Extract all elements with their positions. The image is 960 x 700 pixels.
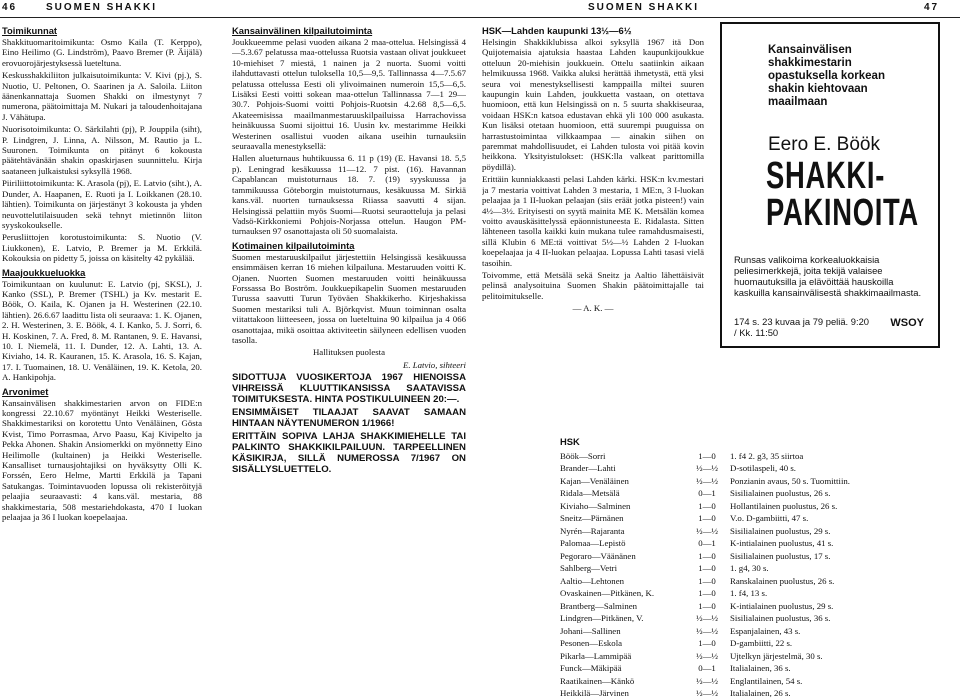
section-heading: Maajoukkueluokka <box>2 266 86 278</box>
header-rule-right <box>480 17 960 18</box>
game-notes: Ujtelkyn järjestelmä, 30 s. <box>730 650 823 661</box>
paragraph: Perusliittojen korotustoimikunta: S. Nuotio (V. Liukkonen), E. Latvio, P. Bremer ja M. Erkkilä. Kokouksia on pidetty 5, joissa on käsitelty 42 pykälää. <box>2 232 202 264</box>
game-pairing: Funck—Mäkipää <box>560 663 622 673</box>
game-result: 1—0 <box>698 450 716 461</box>
game-notes: Englantilainen, 54 s. <box>730 675 803 686</box>
game-notes: Sisilialainen puolustus, 36 s. <box>730 613 831 623</box>
game-pairing: Brantberg—Salminen <box>560 600 638 611</box>
paragraph: Piiriliittotoimikunta: K. Arasola (pj), E. Latvio (siht.), A. Dunder, A. Haapanen, E. Ruoti ja I. Loikkanen (28.10. lähtien). Toimikunta on järjestänyt 3 kokousta ja yhden neuvottelutilaisuuden sekä tehnyt mietinnön liiton syyskokoukselle. <box>2 178 202 230</box>
section-heading: Arvonimet <box>2 385 49 397</box>
table-row <box>560 475 930 488</box>
paragraph: Suomen mestaruuskilpailut järjestettiin Helsingissä kesäkuussa ensimmäisen kerran 16 miehen kilpailuna. Mestaruuden voitti K. Ojanen. Nuorten Suomen mestaruuden voitti heinäkuussa Forssassa Bo Boström. Joukkuepikapelin Suomen mestaruuden Turussa saavutti Turun Työväen Shakkikerho. Kirjeshakissa Suomen mestariksi tuli A. Björkqvist. Muun toiminnan osalta viitattakoon liitteeseen, jossa on lueteltuina 90 kilpailua ja 4 066 osanottajaa, mikä osoittaa aktiviteetin säilyneen edellisen vuoden tasolla. <box>232 251 466 345</box>
ad-description: Runsas valikoima korkealuokkaisia peliesimerkkejä, joita tekijä valaisee huomautuksilla ja elävöittää hauskoilla kaskuilla kansainvälisestä shakkimaailmasta. <box>734 254 922 298</box>
game-result: 0—1 <box>698 663 716 673</box>
game-result: ½—½ <box>696 650 718 661</box>
game-result: 1—0 <box>698 563 716 573</box>
game-result: 1—0 <box>698 600 716 611</box>
table-row <box>560 612 930 625</box>
paragraph: Toimikuntaan on kuulunut: E. Latvio (pj, SKSL), J. Kanko (SSL), P. Bremer (TSHL) ja Kv. mestarit E. Böök, O. Kaila, K. Ojanen ja H. Westerinen (22.10. lähtien). 26.6.67 laadittu lista oli seuraava: 1. K. Ojanen, 2. H. Westerinen, 3. E. Böök, 4. I. Kanko, 5. J. Sorri, 6. H. Koskinen, 7. A. Fred, 8. M. Rantanen, 9. E. Havansi, 10. I. Niemelä, 11. I. Dunder, 12. A. Lahti, 13. A. Kiviaho, 14. R. Kauranen, 15. K. Arasola, 16. S. Kajan, 17. I. Tuomainen, 18. U. Venäläinen, 19. K. Ketola, 20. A. Hankipohja. <box>2 278 202 383</box>
signature: E. Latvio, sihteeri <box>402 359 466 370</box>
table-row <box>560 600 930 613</box>
table-row <box>560 525 930 538</box>
game-pairing: Nyrén—Rajaranta <box>560 525 625 536</box>
table-row <box>560 537 930 550</box>
game-notes: Italialainen, 26 s. <box>730 688 791 698</box>
game-notes: 1. f4, 13 s. <box>730 588 768 598</box>
game-pairing: Pesonen—Eskola <box>560 638 623 648</box>
paragraph: Toivomme, että Metsälä sekä Sneitz ja Aaltio lähettäisivät pelinsä analysoituina Suomen Shakin päätoimittajalle tai pelitoimitukselle. <box>482 269 704 301</box>
table-row <box>560 512 930 525</box>
game-pairing: Raatikainen—Känkö <box>560 675 635 686</box>
paragraph: Hallen alueturnaus huhtikuussa 6. 11 p (19) (E. Havansi 18. 5,5 p). Leningrad kesäkuussa 11—12. 7 pist. (16). Havannan Capablancan muistoturnaus 18. 7. (19) syyskuussa ja tammikuussa Göteborgin muistoturnaus, kesäkuussa M. Sirkiä kans.väl. nuorten turnauksessa Riiassa saavutti 4 sijan. Helsingissä pelattiin myös Suomi—Ruotsi seuraotteluja ja pelasi Vadsö-Kirkkoniemi Pohjois-Norjassa ottelun. Haugon PM-turnauksen 97 osanottajasta oli 50 suomalaista. <box>232 153 466 237</box>
paragraph: Keskusshakkiliiton julkaisutoimikunta: V. Kivi (pj.), S. Nuotio, U. Peltonen, O. Saarinen ja A. Saloila. Liiton äänenkannattaja Suomen Shakki on ilmestynyt 7 numerona, päätoimittaja M. Nukari ja taloudenhoitajana J. Vähätupa. <box>2 70 202 122</box>
game-pairing: Palomaa—Lepistö <box>560 538 626 548</box>
article-heading: HSK—Lahden kaupunki 13½—6½ <box>482 25 632 36</box>
game-pairing: Sneitz—Pärnänen <box>560 513 624 523</box>
game-notes: V.o. D-gambiitti, 47 s. <box>730 513 809 523</box>
header-rule-left <box>0 17 480 18</box>
game-result: ½—½ <box>696 688 718 698</box>
ad-book-title: SHAKKI-PAKINOITA <box>766 155 919 234</box>
column-3 <box>482 22 704 442</box>
running-title-right: SUOMEN SHAKKI <box>588 2 700 13</box>
table-row <box>560 637 930 650</box>
game-pairing: Ridala—Metsälä <box>560 488 620 498</box>
game-notes: 1. f4 2. g3, 35 siirtoa <box>730 450 804 461</box>
table-row <box>560 487 930 500</box>
table-row <box>560 687 930 700</box>
section-heading: Kansainvälinen kilpailutoiminta <box>232 25 373 36</box>
game-pairing: Lindgren—Pitkänen, V. <box>560 613 644 623</box>
notice-gift: ERITTÄIN SOPIVA LAHJA SHAKKIMIEHELLE TAI PALKINTO SHAKKIKILPAILUUN. TARPEELLINEN KÄSIKIRJA, SILLÄ NUMEROSSA 7/1967 ON SISÄLLYSLUETTELO. <box>232 431 466 476</box>
game-result: 1—0 <box>698 638 716 648</box>
ad-headline: Kansainvälisen shakkimestarin opastuksella korkean shakin kiehtovaan maailmaan <box>768 44 885 108</box>
table-row <box>560 650 930 663</box>
section-heading: Kotimainen kilpailutoiminta <box>232 239 355 251</box>
game-pairing: Kiviaho—Salminen <box>560 500 631 511</box>
paragraph: Shakkituomaritoimikunta: Osmo Kaila (T. Kerppo), Eino Heilimo (G. Lindström), Paavo Bremer (P. Äijälä) erovuorojärjestyksessä lueteltuna. <box>2 37 202 68</box>
game-notes: Ponzianin avaus, 50 s. Tuomittiin. <box>730 475 850 486</box>
game-notes: 1. g4, 30 s. <box>730 563 769 573</box>
paragraph: Nuorisotoimikunta: O. Särkilahti (pj), P. Jouppila (siht), P. Lindgren, J. Linna, A. Nilsson, M. Rautio ja L. Suuronen. Toimikunta on pitänyt 6 kokousta päätehtävänään shakin opaskirjasen suunnittelu. Kirja saataneen julkaistuksi syksyllä 1968. <box>2 124 202 176</box>
game-notes: K-intialainen puolustus, 41 s. <box>730 538 834 548</box>
game-notes: D-gambiitti, 22 s. <box>730 638 793 648</box>
table-row <box>560 575 930 588</box>
game-result: ½—½ <box>696 613 718 623</box>
page-number-right: 47 <box>924 2 940 13</box>
game-pairing: Aaltio—Lehtonen <box>560 575 625 586</box>
game-pairing: Pegoraro—Väänänen <box>560 550 636 561</box>
left-page <box>0 0 480 672</box>
page-number-left: 46 <box>2 2 18 13</box>
paragraph: Joukkueemme pelasi vuoden aikana 2 maa-ottelua. Helsingissä 4—5.3.67 pelatussa maa-ottelussa Ruotsia vastaan olivat joukkueet 10-miehiset 7 miestä, 1 nainen ja 2 nuorta. Suomi voitti ilahduttavasti ottelun tuloksella 10,5—9,5. Tallinnassa 4—7.5.67 pelatussa ottelussa Eesti oli ylivoimainen numeroin 15,5—6,5. Lisäksi Eesti voitti sokean maa-ottelun Tallinnassa 7—1 29—30.7. Pohjois-Suomi voitti Pohjois-Ruotsin 4.2.68 8,5—6,5. Akateemisissa maailmanmestaruuskilpailuissa Harrachovissa heinäkuussa Suomi sijoittui 16. Uusin kv. mestarimme Heikki Westerinen osallistui vuoden aikana useihin turnauksiin seuraavalla menestyksellä: <box>232 37 466 152</box>
game-result: 1—0 <box>698 550 716 561</box>
game-notes: Hollantilainen puolustus, 26 s. <box>730 500 838 511</box>
game-result: ½—½ <box>696 475 718 486</box>
game-pairing: Böök—Sorri <box>560 450 606 461</box>
game-result: 1—0 <box>698 575 716 586</box>
column-1 <box>2 22 202 670</box>
paragraph: Kansainvälisen shakkimestarien arvon on FIDE:n kongressi 22.10.67 myöntänyt Heikki Westeriselle. Shakkimestariksi on korotettu Unto Venäläinen, Gösta Kvist, Timo Porrasmaa, Arvo Paasu, Kaj Kivipelto ja Pekka Ahonen. Shakin Ansiomerkki on myönnetty Eino Heilimolle (kultainen) ja Heikki Westeriselle. Kansalliset turnausjohtajiksi on hyväksytty Olli K. Forssén, Eero Helme, Martti Erkkilä ja Tapani Satukangas. Toimintavuoden lopussa oli rekisteröityjä pelaajia seuraavasti: 4 kans.väl. mestaria, 88 shakkimestaria, 508 mestariehdokasta, 470 I luokan pelaajaa ja 36 I luokan koepelaajaa. <box>2 397 202 523</box>
game-notes: Sisilialainen puolustus, 17 s. <box>730 550 831 561</box>
table-row <box>560 562 930 575</box>
table-row <box>560 550 930 563</box>
ad-publisher: WSOY <box>890 317 924 329</box>
notice-bound-volumes: SIDOTTUJA VUOSIKERTOJA 1967 HIENOISSA VIHREISSÄ KLUUTTIKANSISSA SAATAVISSA TOIMITUKSESTA. HINTA POSTIKULUINEEN 20:—. <box>232 372 466 406</box>
table-row <box>560 675 930 688</box>
paragraph: Helsingin Shakkiklubissa alkoi syksyllä 1967 itä Don Quijotemaisia ajatuksia haastaa Lahden kaupunkijoukkue otteluun 20-miehisin joukkuein. Ottelu saatiinkin aikaan helmikuussa 1968. Vaikka aluksi herättää ihmetystä, että yksi seura voi menestyksellisesti kamppailla miltei suuren kaupungin kuin Lahden, joukkuetta vastaan, on otettava huomioon, että kun Helsingissä on n. 5 suurta shakkiseuraa, voidaan HSK:n katsoa edustavan ehkä yli 100 000 asukasta. Kun lisäksi otetaan huomioon, että suurempi puuguissa on harrastustoimintaa vilkkaampaa — ainakin siihen on paremmat mahdollisuudet, ei Lahden tulosta voi pitää kovin heikkona. Yksityistulokset: (HSK:lla valkeat parittomilla pöydillä). <box>482 37 704 172</box>
game-notes: Ranskalainen puolustus, 26 s. <box>730 575 835 586</box>
game-pairing: Pikarla—Lammipää <box>560 650 632 661</box>
running-title-left: SUOMEN SHAKKI <box>46 2 158 13</box>
paragraph: Hallituksen puolesta <box>312 347 386 358</box>
game-results-table <box>560 436 930 700</box>
game-notes: Sisilialainen puolustus, 26 s. <box>730 488 831 498</box>
game-pairing: Heikkilä—Järvinen <box>560 688 629 698</box>
section-heading: Toimikunnat <box>2 25 58 36</box>
game-notes: K-intialainen puolustus, 29 s. <box>730 600 834 611</box>
game-notes: Sisilialainen puolustus, 29 s. <box>730 525 831 536</box>
game-result: 1—0 <box>698 513 716 523</box>
game-result: ½—½ <box>696 463 718 473</box>
table-heading: HSK <box>560 436 580 447</box>
table-row <box>560 587 930 600</box>
game-notes: Espanjalainen, 43 s. <box>730 625 801 636</box>
column-2 <box>232 22 466 670</box>
signature: — A. K. — <box>572 303 614 314</box>
game-pairing: Brander—Lahti <box>560 463 616 473</box>
game-result: ½—½ <box>696 675 718 686</box>
ad-author: Eero E. Böök <box>768 134 880 155</box>
game-result: 1—0 <box>698 500 716 511</box>
game-result: ½—½ <box>696 525 718 536</box>
notice-subscribers: ENSIMMÄISET TILAAJAT SAAVAT SAMAAN HINTAAN NÄYTENUMERON 1/1966! <box>232 407 466 430</box>
game-result: 0—1 <box>698 538 716 548</box>
game-pairing: Johani—Sallinen <box>560 625 621 636</box>
game-result: 0—1 <box>698 488 716 498</box>
table-row <box>560 625 930 638</box>
ad-price: 174 s. 23 kuvaa ja 79 peliä. 9:20 / Kk. 11:50 <box>734 316 869 338</box>
table-row <box>560 662 930 675</box>
game-result: 1—0 <box>698 588 716 598</box>
book-advertisement <box>720 22 940 348</box>
game-notes: D-sotilaspeli, 40 s. <box>730 463 796 473</box>
game-pairing: Ovaskainen—Pitkänen, K. <box>560 588 655 598</box>
game-pairing: Sahlberg—Vetri <box>560 563 618 573</box>
table-row <box>560 450 930 463</box>
paragraph: Erittäin kunniakkaasti pelasi Lahden kärki. HSK:n kv.mestari ja 7 mestaria voittivat Lahden 3 mestaria, 1 ME:n, 3 I-luokan pelaajaa ja 1 II-luokan pelaajan (siis eräät jotka pisteen!) vain 4½—3½. Erityisesti on syytä mainita ME K. Metsälän komea voitto avauskäsittelyssä epäonnistuneesta E. Ridalasta. Sitten lähteneen tasolla kaikki kuin mukana tulee ramahdusmaisesti, sillä Klubin 6 ME:tä voittivat 5½—½ Lahden 2 I-luokan koepelaajaa ja 4 II-luokan pelaajaa. Lopussa Lahti tasasi vielä tasoihin. <box>482 174 704 268</box>
table-row <box>560 500 930 513</box>
game-result: ½—½ <box>696 625 718 636</box>
game-notes: Italialainen, 36 s. <box>730 663 791 673</box>
table-row <box>560 462 930 475</box>
game-pairing: Kajan—Venäläinen <box>560 475 629 486</box>
